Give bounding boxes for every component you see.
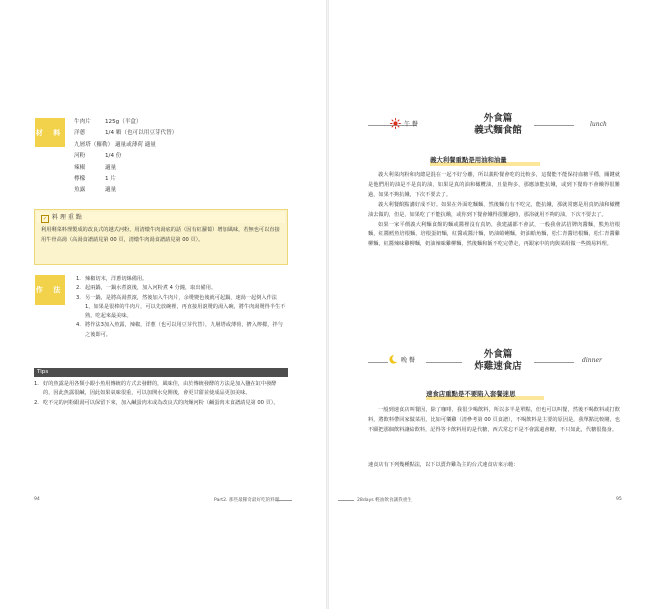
step-item bbox=[76, 284, 286, 293]
cooking-points-title: 料 理 重 點 bbox=[52, 214, 82, 221]
method-steps bbox=[76, 275, 286, 340]
ingredient-row bbox=[74, 185, 177, 196]
tip-text: 吃不完的河粉跟湯可以保留下來，加入鹹蛋肉末或為改良式的肉燥河粉（鹹蛋肉末食譜請見第 00 頁）。 bbox=[43, 399, 279, 406]
body-paragraph: 義大利餐館點講好成不好。如果在外面吃麵麵，然後麵有有不吃完，能抗餓，那就常應是用真奶油和橄欖油去做的，但是，如果吃了不能抗餓，或你到下餐會餓得很難過時，那浴就用不夠的油，下次不要去了。 bbox=[368, 201, 620, 218]
lunch-english-label: lunch bbox=[590, 121, 607, 128]
ingredients-list bbox=[74, 117, 177, 197]
ingredient-name: 牛肉片 bbox=[74, 119, 91, 125]
ingredient-row bbox=[74, 151, 177, 162]
dinner-meal-label bbox=[388, 354, 415, 365]
tips-bar: Tips bbox=[34, 368, 288, 377]
moon-icon bbox=[388, 354, 398, 365]
tip-item bbox=[34, 399, 284, 408]
lunch-title bbox=[468, 113, 528, 137]
step-item bbox=[76, 294, 286, 322]
cooking-points-box bbox=[34, 209, 288, 265]
check-icon: ✓ bbox=[42, 216, 48, 222]
right-page bbox=[328, 0, 655, 609]
title-line: 外食篇 bbox=[483, 113, 513, 124]
ingredient-name: 檸檬 bbox=[74, 176, 86, 183]
method-tag: 作 法 bbox=[35, 275, 65, 305]
body-paragraph: 一般到速食店叫餐因，除了咖啡，我很少喝飲料，所以多半是單點，但也可以叫餐，然後不喝飲料或打飲料，將飲料帶回家做菜用，比如可樂雞（清參考第 00 頁食譜），不喝飲料是主要的原因是，我單點比較剛，也不願把那個飲料讓給飲料，記得等卡飲料用的是代糖，西式常忘不是不會露還會糖，不只如此，代糖很傷身。 bbox=[368, 407, 620, 433]
ingredient-name: 辣椒 bbox=[74, 164, 86, 171]
dinner-subtitle: 速食店重點是不要陷入套餐迷思 bbox=[426, 390, 516, 398]
step-number: 2. bbox=[76, 285, 81, 292]
ingredient-row bbox=[74, 128, 177, 139]
dinner-english-label: dinner bbox=[582, 357, 602, 364]
meal-label: 午 餐 bbox=[404, 121, 418, 128]
page-number-left: 94 bbox=[34, 497, 40, 502]
dinner-body bbox=[368, 406, 620, 436]
ingredient-name: 洋蔥 bbox=[74, 130, 86, 137]
body-paragraph: 如果一家平價義大利麵食館的麵或醬裡沒有真奶，我建議都不會試，一般我會試招牌肉醬麵，熊魚培根麵，紅醬鱈魚培根麵，培根蛋奶麵，紅醬或醬汁麵，奶油蛤蜊麵，奶油蛤角麵，松仁青醬培根麵，松仁青醬雞柳麵，紅醬辣味雞柳麵，奶油辣味雞柳麵，然後麵和飯不吃完帶走，再跟家中的肉與菜組做一些簡易料理。 bbox=[368, 221, 620, 248]
closing-line: 速食店有下列幾種點法，以下以賣炸雞為主的台式速食店來示範： bbox=[368, 462, 519, 468]
title-line: 外食篇 bbox=[483, 349, 513, 360]
ingredient-value: 125g（半盒） bbox=[105, 119, 142, 125]
ingredient-value: 適量 bbox=[105, 164, 117, 171]
page-number-right: 95 bbox=[616, 497, 622, 502]
ingredient-row bbox=[74, 163, 177, 174]
title-line: 炸雞速食店 bbox=[474, 361, 522, 372]
footer-rule bbox=[276, 500, 292, 501]
footer-rule bbox=[338, 500, 354, 501]
ingredient-name: 魚露 bbox=[74, 187, 86, 194]
header-rule bbox=[368, 362, 388, 363]
ingredient-name: 河粉 bbox=[74, 153, 86, 160]
ingredient-row bbox=[74, 117, 177, 128]
step-text: 將作法3加入魚露，辣椒，洋蔥（也可以用豆芽代替），九層塔或薄荷，擠入檸檬，拌勻之後即可。 bbox=[85, 322, 283, 338]
meal-label: 晚 餐 bbox=[401, 357, 415, 364]
tips-list bbox=[34, 380, 284, 408]
header-rule bbox=[534, 362, 574, 363]
ingredient-value: 1 片 bbox=[105, 176, 116, 183]
step-number: 3. bbox=[76, 294, 81, 301]
ingredient-value: 1/4 份 bbox=[105, 153, 122, 160]
lunch-subtitle: 義大利餐重點是用油和油量 bbox=[430, 156, 507, 164]
dinner-closing bbox=[368, 461, 620, 471]
title-line: 義式麵食館 bbox=[474, 125, 522, 136]
body-paragraph: 義大利菜肉粉和肉總是混在一起不好分離，所以義粉餐會吃的比較多，這餐能不能保持血糖平穩，關鍵就是他們用的油是不是真的油，如果是真的油和橄欖油，且量夠多，那應該能抗餓，或到下餐時不會餓得很難過，如果不夠抗餓，下次不要去了。 bbox=[368, 172, 620, 198]
ingredient-row bbox=[74, 140, 177, 151]
sun-icon bbox=[390, 118, 401, 129]
ingredients-tag: 材 料 bbox=[35, 118, 65, 147]
cooking-points-header bbox=[37, 212, 285, 223]
ingredient-value: 1/4 顆（也可以用豆芽代替） bbox=[105, 130, 178, 137]
lunch-meal-label bbox=[390, 118, 418, 129]
running-title-right: 28days 輕油飲食讓我重生 bbox=[357, 498, 412, 503]
ingredient-value: 適量或薄荷 適量 bbox=[114, 141, 156, 148]
cooking-points-text: 利用剩菜料理製成的改良式的越式河粉，用清燉牛肉湯底的話（因有紅蘿蔔）增加風味，若無也可以直接用牛骨高湯（高湯食譜請見第 00 頁，清燉牛肉湯食譜請見第 00 頁）。 bbox=[41, 227, 280, 243]
tip-number: 2. bbox=[34, 399, 39, 406]
dinner-title bbox=[466, 349, 530, 373]
running-title-left: Part2. 那些最稀奇最好吃的料理 bbox=[214, 498, 280, 503]
ingredient-row bbox=[74, 174, 177, 185]
step-text: 辣椒切末，洋蔥切絲備用。 bbox=[85, 276, 148, 282]
step-text: 另一鍋，是將高湯煮滾，然後加入牛肉片，余燙變色後就可起鍋，速湯一起倒入作法 1，如果是很棒的牛肉片，可以先放碗裡，再直接用滾燙的湯入碗，將牛肉湯燙得半生不熟，吃起來最美味。 bbox=[85, 294, 286, 320]
tip-number: 1. bbox=[34, 381, 39, 387]
step-number: 4. bbox=[76, 322, 81, 329]
step-text: 起兩鍋，一鍋水煮滾後，加入河粉煮 4 分鐘，取出備用。 bbox=[85, 285, 217, 292]
tip-item bbox=[34, 380, 284, 399]
ingredient-value: 適量 bbox=[105, 187, 117, 194]
step-item bbox=[76, 275, 286, 284]
step-number: 1. bbox=[76, 276, 81, 282]
tip-text: 好的魚露是用各類小銀小魚用傳統的方式去發酵的，風味佳，由於傳統發酵的方法是加入鹽在缸中發酵的，因此魚露很鹹，因此如果氣味很重，可以加開水兌開後，會更甘甜並使成品更加美味。 bbox=[43, 381, 277, 397]
step-item bbox=[76, 321, 286, 340]
header-rule bbox=[426, 362, 462, 363]
ingredient-name: 九層塔（羅勒） bbox=[74, 141, 114, 148]
header-rule bbox=[534, 125, 574, 126]
lunch-body bbox=[368, 171, 620, 250]
